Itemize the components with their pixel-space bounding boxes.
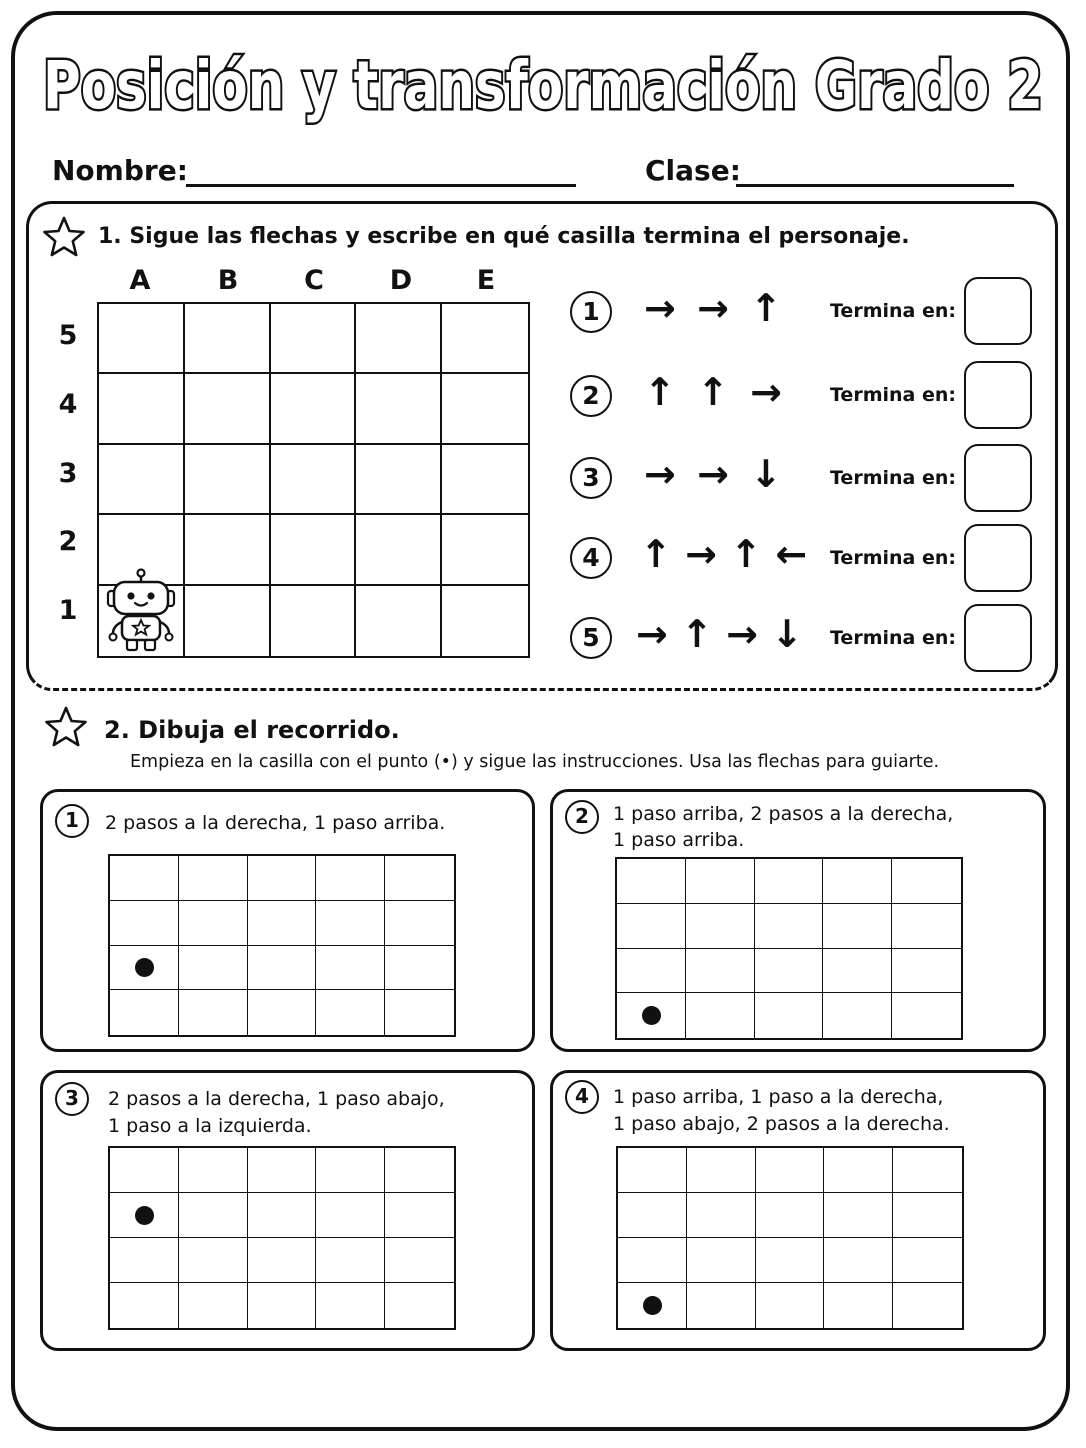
grid-cell-e2 — [442, 515, 528, 585]
path-grid-cell[interactable] — [316, 990, 385, 1035]
path-grid-cell[interactable] — [756, 1193, 825, 1238]
path-grid-cell[interactable] — [385, 946, 454, 991]
path-grid-cell[interactable] — [248, 901, 317, 946]
path-grid-cell[interactable] — [179, 946, 248, 991]
card-4-instruction-line-2: 1 paso abajo, 2 pasos a la derecha. — [613, 1113, 950, 1135]
path-grid-cell[interactable] — [316, 1283, 385, 1328]
path-grid-cell[interactable] — [316, 1148, 385, 1193]
column-label-c: C — [304, 265, 324, 296]
path-grid-cell[interactable] — [824, 1193, 893, 1238]
ends-at-label-3: Termina en: — [830, 467, 956, 489]
grid-cell-b4 — [185, 374, 271, 444]
grid-cell-b3 — [185, 445, 271, 515]
answer-box-1[interactable] — [964, 277, 1032, 345]
card-3-instruction-line-1: 2 pasos a la derecha, 1 paso abajo, — [108, 1088, 445, 1110]
path-grid-cell[interactable] — [892, 904, 961, 949]
card-2-instruction-line-2: 1 paso arriba. — [613, 829, 745, 851]
ends-at-label-4: Termina en: — [830, 547, 956, 569]
grid-cell-e5 — [442, 304, 528, 374]
grid-cell-c5 — [271, 304, 357, 374]
path-grid-cell[interactable] — [755, 949, 824, 994]
path-grid-cell[interactable] — [686, 949, 755, 994]
path-grid-cell[interactable] — [179, 1283, 248, 1328]
path-grid-cell[interactable] — [617, 949, 686, 994]
path-grid-cell[interactable] — [316, 946, 385, 991]
grid-cell-b2 — [185, 515, 271, 585]
path-grid-cell[interactable] — [248, 990, 317, 1035]
path-grid-cell[interactable] — [179, 901, 248, 946]
path-grid-cell[interactable] — [316, 856, 385, 901]
path-grid-cell[interactable] — [385, 990, 454, 1035]
grid-cell-a4 — [99, 374, 185, 444]
grid-cell-b1 — [185, 586, 271, 656]
path-grid-cell[interactable] — [687, 1283, 756, 1328]
path-grid-cell[interactable] — [755, 993, 824, 1038]
path-grid-cell[interactable] — [618, 1148, 687, 1193]
start-dot — [642, 1006, 661, 1025]
start-dot — [135, 1206, 154, 1225]
path-grid-cell[interactable] — [110, 901, 179, 946]
path-grid-cell[interactable] — [110, 1283, 179, 1328]
column-label-b: B — [217, 265, 239, 296]
number-circle-card-3: 3 — [55, 1082, 89, 1116]
row-label-5: 5 — [58, 320, 78, 351]
path-grid-cell[interactable] — [248, 1238, 317, 1283]
class-label: Clase: — [645, 154, 741, 187]
name-field[interactable] — [186, 184, 576, 187]
section-2-heading: 2. Dibuja el recorrido. — [104, 716, 400, 744]
path-grid-cell[interactable] — [110, 856, 179, 901]
path-grid-cell[interactable] — [179, 856, 248, 901]
title-text: Posición y transformación Grado 2 — [43, 47, 1043, 124]
number-circle-5: 5 — [570, 617, 612, 659]
path-grid-cell[interactable] — [892, 859, 961, 904]
path-grid-cell[interactable] — [892, 949, 961, 994]
row-label-4: 4 — [58, 389, 78, 420]
row-label-2: 2 — [58, 526, 78, 557]
section-2-instructions: Empieza en la casilla con el punto (•) y sigue las instrucciones. Usa las flechas para guiarte. — [130, 752, 940, 772]
grid-cell-d4 — [356, 374, 442, 444]
grid-cell-d3 — [356, 445, 442, 515]
path-grid-cell[interactable] — [385, 901, 454, 946]
arrow-sequence-5: → ↑ → ↓ — [636, 612, 804, 656]
path-grid-4 — [616, 1146, 964, 1330]
grid-cell-d1 — [356, 586, 442, 656]
grid-cell-c4 — [271, 374, 357, 444]
path-grid-cell[interactable] — [385, 1148, 454, 1193]
path-grid-cell[interactable] — [618, 1193, 687, 1238]
grid-cell-b5 — [185, 304, 271, 374]
column-label-d: D — [389, 265, 413, 296]
robot-icon — [104, 566, 178, 656]
path-grid-cell[interactable] — [823, 859, 892, 904]
path-grid-cell[interactable] — [316, 901, 385, 946]
path-grid-cell[interactable] — [618, 1238, 687, 1283]
answer-box-2[interactable] — [964, 361, 1032, 429]
ends-at-label-1: Termina en: — [830, 300, 956, 322]
path-grid-cell[interactable] — [110, 1148, 179, 1193]
grid-cell-e4 — [442, 374, 528, 444]
path-grid-cell[interactable] — [824, 1283, 893, 1328]
row-label-1: 1 — [58, 595, 78, 626]
path-grid-cell[interactable] — [687, 1238, 756, 1283]
path-grid-cell[interactable] — [824, 1148, 893, 1193]
path-grid-2 — [615, 857, 963, 1040]
path-grid-cell[interactable] — [316, 1193, 385, 1238]
number-circle-4: 4 — [570, 537, 612, 579]
star-icon — [42, 216, 86, 258]
answer-box-5[interactable] — [964, 604, 1032, 672]
section-1-heading: 1. Sigue las flechas y escribe en qué casilla termina el personaje. — [98, 224, 910, 249]
path-grid-cell[interactable] — [893, 1283, 962, 1328]
path-grid-cell[interactable] — [316, 1238, 385, 1283]
worksheet-title — [0, 30, 1086, 140]
path-grid-cell[interactable] — [248, 1193, 317, 1238]
name-label: Nombre: — [52, 154, 188, 187]
grid-cell-c2 — [271, 515, 357, 585]
path-grid-cell[interactable] — [385, 1283, 454, 1328]
answer-box-3[interactable] — [964, 444, 1032, 512]
grid-cell-c1 — [271, 586, 357, 656]
grid-cell-d2 — [356, 515, 442, 585]
arrow-sequence-4: ↑ → ↑ ← — [640, 532, 808, 576]
arrow-sequence-1: → → ↑ — [644, 286, 786, 330]
column-label-a: A — [129, 265, 151, 296]
path-grid-cell[interactable] — [617, 904, 686, 949]
grid-cell-a3 — [99, 445, 185, 515]
number-circle-2: 2 — [570, 375, 612, 417]
path-grid-cell[interactable] — [823, 904, 892, 949]
path-grid-cell[interactable] — [179, 1193, 248, 1238]
grid-cell-e3 — [442, 445, 528, 515]
row-label-3: 3 — [58, 458, 78, 489]
card-3-instruction-line-2: 1 paso a la izquierda. — [108, 1115, 312, 1137]
path-grid-cell[interactable] — [893, 1238, 962, 1283]
path-grid-cell[interactable] — [248, 1283, 317, 1328]
arrow-sequence-3: → → ↓ — [644, 452, 786, 496]
path-grid-cell[interactable] — [756, 1238, 825, 1283]
path-grid-cell[interactable] — [686, 904, 755, 949]
card-4-instruction-line-1: 1 paso arriba, 1 paso a la derecha, — [613, 1086, 944, 1108]
path-grid-cell[interactable] — [824, 1238, 893, 1283]
ends-at-label-5: Termina en: — [830, 627, 956, 649]
path-grid-1 — [108, 854, 456, 1037]
arrow-sequence-2: ↑ ↑ → — [644, 370, 786, 414]
path-grid-cell[interactable] — [755, 904, 824, 949]
path-grid-cell[interactable] — [893, 1148, 962, 1193]
card-2-instruction-line-1: 1 paso arriba, 2 pasos a la derecha, — [613, 803, 954, 825]
ends-at-label-2: Termina en: — [830, 384, 956, 406]
path-grid-cell[interactable] — [823, 993, 892, 1038]
path-grid-cell[interactable] — [823, 949, 892, 994]
answer-box-4[interactable] — [964, 524, 1032, 592]
path-grid-cell[interactable] — [248, 946, 317, 991]
path-grid-cell[interactable] — [179, 1238, 248, 1283]
grid-cell-e1 — [442, 586, 528, 656]
path-grid-3 — [108, 1146, 456, 1330]
path-grid-cell[interactable] — [110, 990, 179, 1035]
path-grid-cell[interactable] — [385, 1193, 454, 1238]
grid-cell-d5 — [356, 304, 442, 374]
path-grid-cell[interactable] — [248, 1148, 317, 1193]
path-grid-cell[interactable] — [686, 859, 755, 904]
number-circle-3: 3 — [570, 457, 612, 499]
column-label-e: E — [476, 265, 496, 296]
path-grid-cell[interactable] — [755, 859, 824, 904]
start-dot — [643, 1296, 662, 1315]
path-grid-cell[interactable] — [179, 1148, 248, 1193]
path-grid-cell[interactable] — [756, 1283, 825, 1328]
grid-cell-a5 — [99, 304, 185, 374]
path-grid-cell[interactable] — [892, 993, 961, 1038]
number-circle-card-1: 1 — [55, 804, 89, 838]
number-circle-card-2: 2 — [565, 800, 599, 834]
path-grid-cell[interactable] — [687, 1193, 756, 1238]
star-icon — [44, 706, 88, 748]
number-circle-1: 1 — [570, 291, 612, 333]
grid-cell-c3 — [271, 445, 357, 515]
path-grid-cell[interactable] — [756, 1148, 825, 1193]
path-grid-cell[interactable] — [248, 856, 317, 901]
number-circle-card-4: 4 — [565, 1080, 599, 1114]
path-grid-cell[interactable] — [385, 856, 454, 901]
path-grid-cell[interactable] — [110, 1238, 179, 1283]
class-field[interactable] — [736, 184, 1014, 187]
path-grid-cell[interactable] — [385, 1238, 454, 1283]
path-grid-cell[interactable] — [686, 993, 755, 1038]
path-grid-cell[interactable] — [617, 859, 686, 904]
path-grid-cell[interactable] — [179, 990, 248, 1035]
path-grid-cell[interactable] — [893, 1193, 962, 1238]
path-grid-cell[interactable] — [687, 1148, 756, 1193]
card-1-instruction-line-1: 2 pasos a la derecha, 1 paso arriba. — [105, 812, 446, 834]
